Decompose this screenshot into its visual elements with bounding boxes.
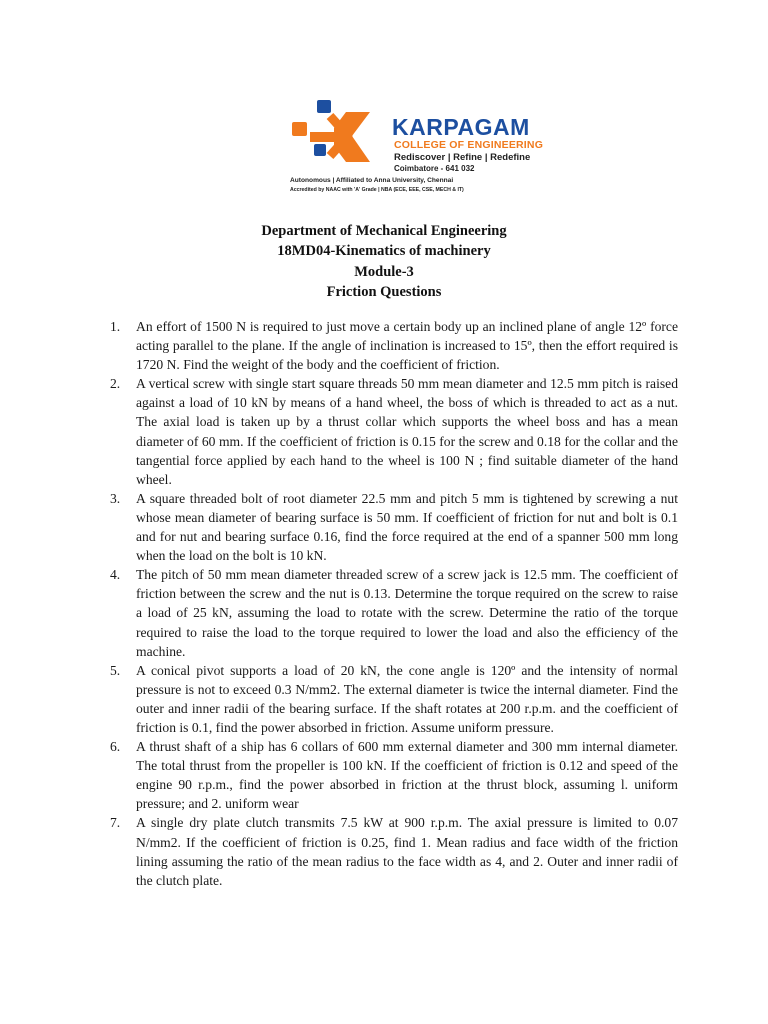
question-number: 1. bbox=[110, 319, 121, 334]
question-item bbox=[110, 489, 678, 565]
question-item bbox=[110, 661, 678, 737]
question-item bbox=[110, 565, 678, 660]
logo-name: KARPAGAM bbox=[392, 114, 530, 140]
question-number: 2. bbox=[110, 376, 121, 392]
question-text: A conical pivot supports a load of 20 kN, the cone angle is 120º and the intensity of normal pressure is not to exceed 0.3 N/mm2. The external diameter is twice the internal diameter. Find the outer and inner radii of the bearing surface. If the shaft rotates at 200 r.p.m. and the coefficient of friction is 0.1, find the power absorbed in friction. Assume uniform pressure. bbox=[136, 662, 678, 735]
question-text: The pitch of 50 mm mean diameter threaded screw of a screw jack is 12.5 mm. The coefficient of friction between the screw and the nut is 0.13. Determine the torque required on the screw to raise a load of 25 kN, assuming the load to rotate with the screw. Determine the ratio of the torque required to raise the load to the torque required to lower the load and also the efficiency of the machine. bbox=[136, 567, 678, 659]
question-text: A single dry plate clutch transmits 7.5 kW at 900 r.p.m. The axial pressure is limited to 0.07 N/mm2. If the coefficient of friction is 0.25, find 1. Mean radius and face width of the friction lining assuming the ratio of the mean radius to the face width as 4, and 2. Outer and inner radii of the clutch plate. bbox=[136, 815, 678, 888]
question-text: A square threaded bolt of root diameter 22.5 mm and pitch 5 mm is tightened by screwing a nut whose mean diameter of bearing surface is 50 mm. If coefficient of friction for nut and bolt is 0.1 and for nut and bearing surface 0.16, find the force required at the end of a spanner 500 mm long when the load on the bolt is 10 kN. bbox=[136, 490, 678, 564]
question-item bbox=[110, 737, 678, 813]
question-number: 6. bbox=[110, 739, 121, 755]
question-text: An effort of 1500 N is required to just move a certain body up an inclined plane of angle 12º force acting parallel to the plane. If the angle of inclination is increased to 15º, then the effort required is 1720 N. Find the weight of the body and the coefficient of friction. bbox=[136, 319, 678, 373]
question-item bbox=[110, 813, 678, 889]
question-text: A vertical screw with single start square threads 50 mm mean diameter and 12.5 mm pitch is raised against a load of 10 kN by means of a hand wheel, the boss of which is threaded to act as a nut. The axial load is taken up by a thrust collar which supports the wheel boss and has a mean diameter of 60 mm. If the coefficient of friction is 0.15 for the screw and 0.18 for the collar and the tangential force applied by each hand to the wheel is 100 N ; find suitable diameter of the hand wheel. bbox=[136, 376, 678, 487]
course-title: 18MD04-Kinematics of machinery bbox=[277, 243, 491, 260]
topic-title: Friction Questions bbox=[326, 283, 442, 300]
logo-college: COLLEGE OF ENGINEERING bbox=[394, 139, 544, 151]
question-item bbox=[110, 374, 678, 489]
question-list bbox=[110, 317, 678, 890]
question-number: 4. bbox=[110, 567, 121, 583]
college-logo bbox=[290, 98, 550, 194]
document-heading bbox=[0, 221, 768, 302]
logo-affiliation: Autonomous | Affiliated to Anna University, Chennai bbox=[290, 177, 454, 184]
module-title: Module-3 bbox=[354, 263, 414, 280]
logo-tagline: Rediscover | Refine | Redefine bbox=[394, 152, 531, 163]
question-number: 5. bbox=[110, 662, 121, 678]
department-title: Department of Mechanical Engineering bbox=[261, 223, 507, 239]
question-text: A thrust shaft of a ship has 6 collars of 600 mm external diameter and 300 mm internal diameter. The total thrust from the propeller is 100 kN. If the coefficient of friction is 0.12 and speed of the engine 90 r.p.m., find the power absorbed in friction at the thrust block, assuming l. uniform pressure; and 2. uniform wear bbox=[136, 739, 678, 812]
karpagam-logo-mark-icon bbox=[290, 98, 390, 174]
question-number: 7. bbox=[110, 815, 121, 831]
question-item bbox=[110, 317, 678, 374]
question-number: 3. bbox=[110, 490, 121, 506]
logo-city: Coimbatore - 641 032 bbox=[394, 164, 475, 173]
logo-accreditation: Accredited by NAAC with 'A' Grade | NBA (ECE, EEE, CSE, MECH & IT) bbox=[290, 187, 464, 193]
